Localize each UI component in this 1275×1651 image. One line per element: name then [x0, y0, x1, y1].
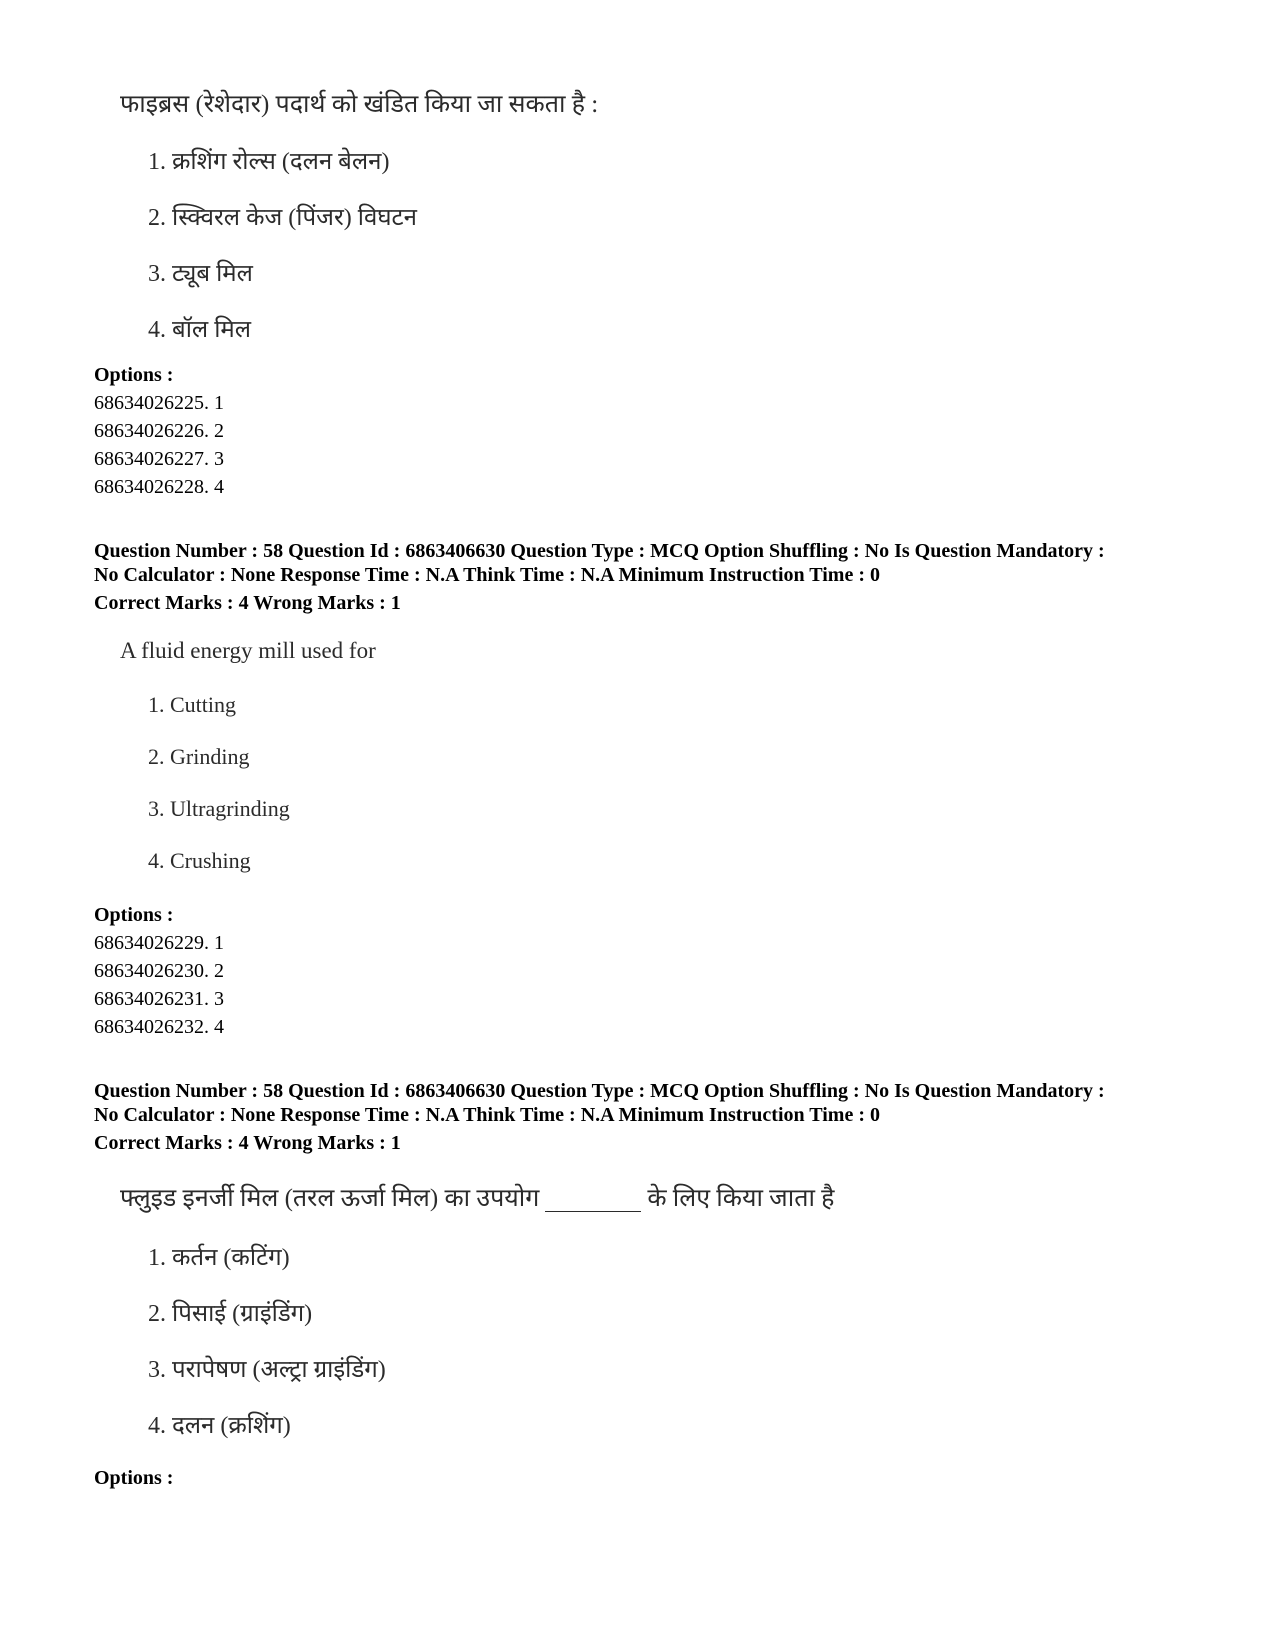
question-choice: 1. कर्तन (कटिंग): [148, 1245, 290, 1271]
stem-before-blank: फ्लुइड इनर्जी मिल (तरल ऊर्जा मिल) का उपयोग: [120, 1185, 540, 1212]
question-choice: 4. बॉल मिल: [148, 317, 252, 343]
options-label: Options :: [94, 364, 174, 386]
option-row: 68634026231. 3: [94, 988, 224, 1010]
option-row: 68634026229. 1: [94, 932, 224, 954]
option-row: 68634026227. 3: [94, 448, 224, 470]
question-choice: 3. ट्यूब मिल: [148, 261, 253, 287]
question-marks: Correct Marks : 4 Wrong Marks : 1: [94, 592, 401, 614]
question-marks: Correct Marks : 4 Wrong Marks : 1: [94, 1132, 401, 1154]
question-choice: 4. Crushing: [148, 848, 251, 873]
question-meta-line: No Calculator : None Response Time : N.A Think Time : N.A Minimum Instruction Time : 0: [94, 1104, 880, 1126]
question-choice: 3. Ultragrinding: [148, 796, 290, 821]
option-row: 68634026230. 2: [94, 960, 224, 982]
option-row: 68634026226. 2: [94, 420, 224, 442]
question-choice: 2. पिसाई (ग्राइंडिंग): [148, 1301, 313, 1327]
question-stem: A fluid energy mill used for: [120, 638, 376, 663]
answer-blank: [545, 1211, 641, 1212]
question-choice: 4. दलन (क्रशिंग): [148, 1413, 291, 1439]
question-stem: [120, 1180, 834, 1214]
stem-after-blank: के लिए किया जाता है: [647, 1185, 835, 1212]
options-label: Options :: [94, 1467, 174, 1489]
question-meta-line: Question Number : 58 Question Id : 6863406630 Question Type : MCQ Option Shuffling : No Is Question Mandatory :: [94, 1080, 1105, 1102]
question-choice: 3. परापेषण (अल्ट्रा ग्राइंडिंग): [148, 1357, 386, 1383]
option-row: 68634026232. 4: [94, 1016, 224, 1038]
option-row: 68634026228. 4: [94, 476, 224, 498]
question-choice: 2. Grinding: [148, 744, 250, 769]
option-row: 68634026225. 1: [94, 392, 224, 414]
question-meta-line: No Calculator : None Response Time : N.A Think Time : N.A Minimum Instruction Time : 0: [94, 564, 880, 586]
question-choice: 1. क्रशिंग रोल्स (दलन बेलन): [148, 149, 390, 175]
options-label: Options :: [94, 904, 174, 926]
question-stem: फाइब्रस (रेशेदार) पदार्थ को खंडित किया जा सकता है :: [120, 91, 599, 118]
question-choice: 1. Cutting: [148, 692, 237, 717]
question-choice: 2. स्क्विरल केज (पिंजर) विघटन: [148, 205, 417, 231]
question-meta-line: Question Number : 58 Question Id : 6863406630 Question Type : MCQ Option Shuffling : No Is Question Mandatory :: [94, 540, 1105, 562]
